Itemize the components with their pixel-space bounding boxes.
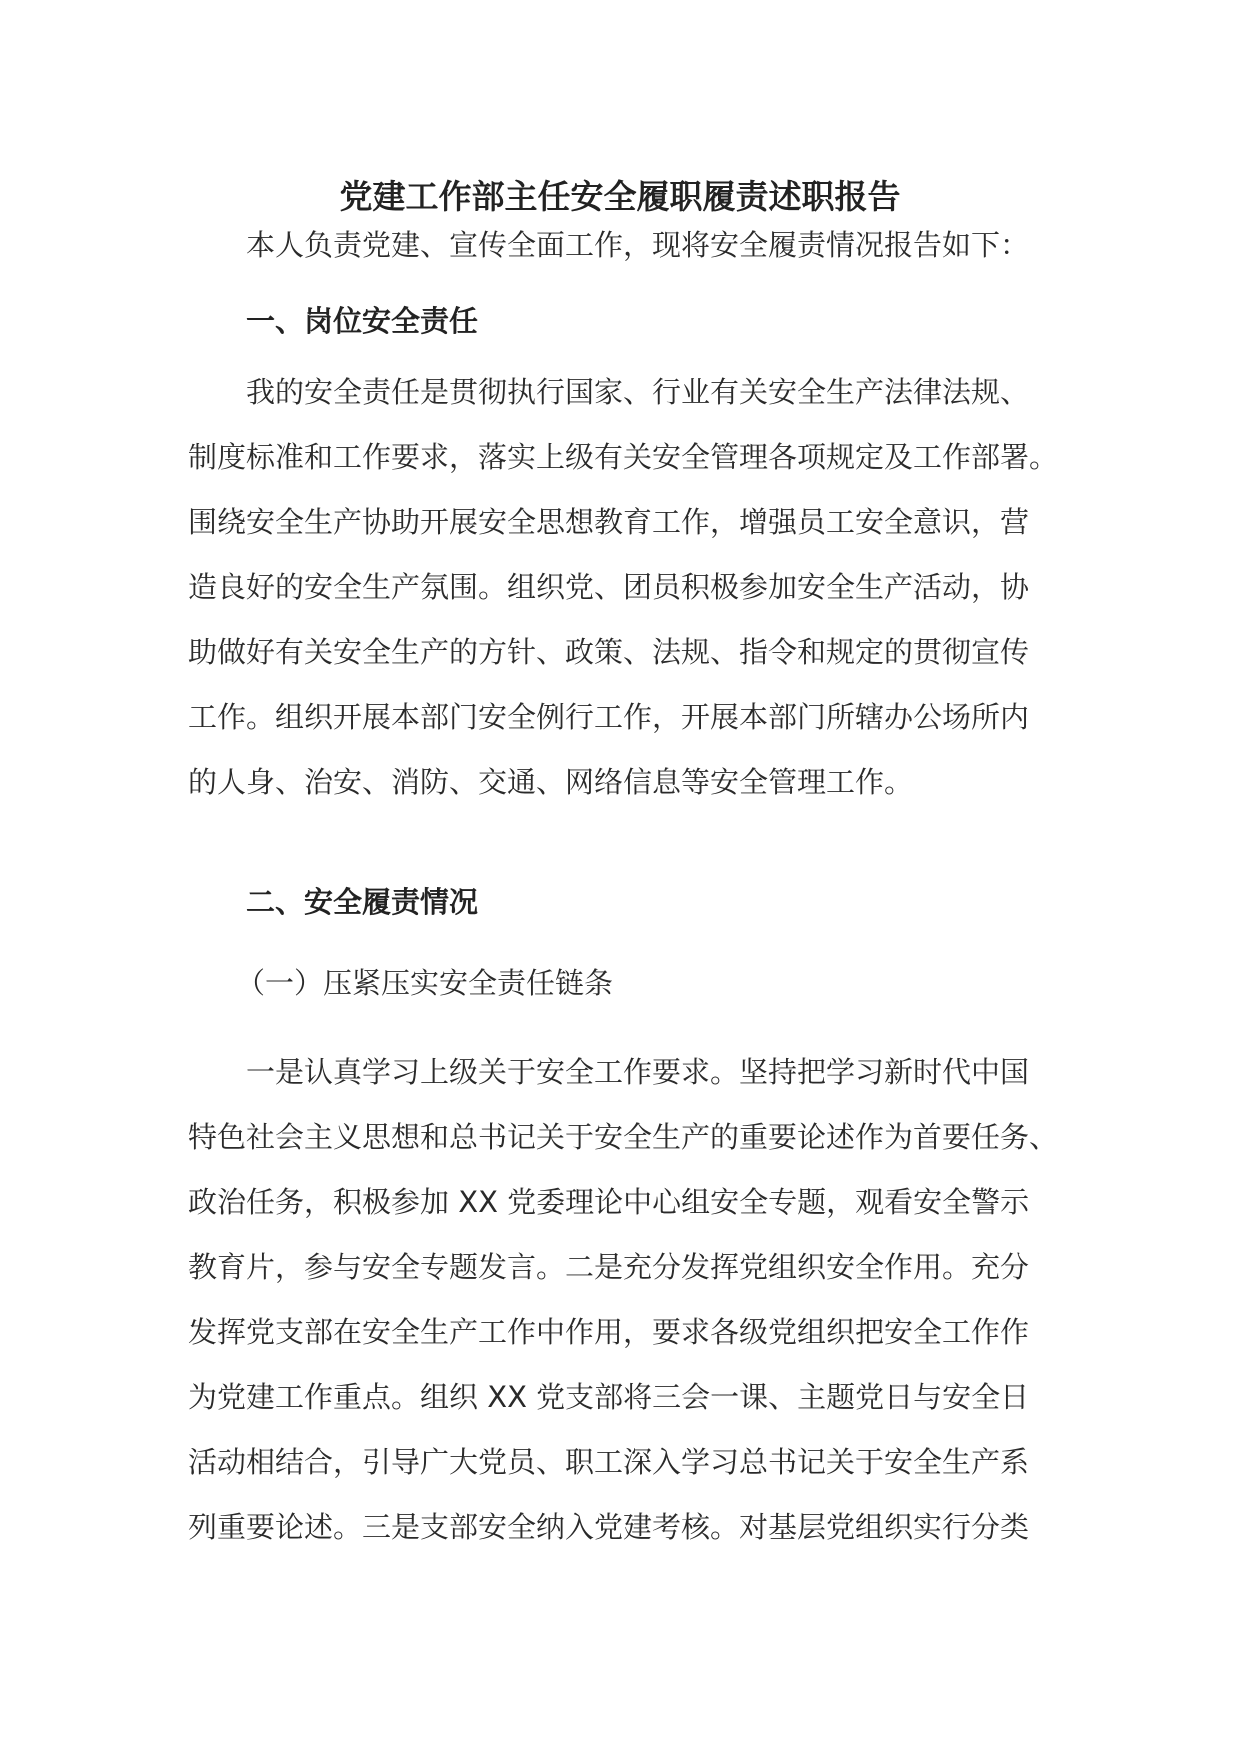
section-1-paragraph — [188, 360, 1068, 815]
paragraph-line: 造良好的安全生产氛围。组织党、团员积极参加安全生产活动，协 — [188, 570, 1030, 604]
paragraph-line: 政治任务，积极参加 XX 党委理论中心组安全专题，观看安全警示 — [188, 1185, 1030, 1219]
paragraph-line: 为党建工作重点。组织 XX 党支部将三会一课、主题党日与安全日 — [188, 1380, 1030, 1414]
intro-paragraph — [188, 213, 1068, 278]
paragraph-line: 列重要论述。三是支部安全纳入党建考核。对基层党组织实行分类 — [188, 1510, 1030, 1544]
paragraph-line: 特色社会主义思想和总书记关于安全生产的重要论述作为首要任务、 — [188, 1120, 1059, 1154]
paragraph-line: 制度标准和工作要求，落实上级有关安全管理各项规定及工作部署。 — [188, 440, 1059, 474]
paragraph-line: 工作。组织开展本部门安全例行工作，开展本部门所辖办公场所内 — [188, 700, 1030, 734]
section-2-subheading: （一）压紧压实安全责任链条 — [236, 966, 614, 1000]
section-2-paragraph — [188, 1040, 1068, 1560]
paragraph-line: 一是认真学习上级关于安全工作要求。坚持把学习新时代中国 — [246, 1055, 1030, 1089]
paragraph-line: 围绕安全生产协助开展安全思想教育工作，增强员工安全意识，营 — [188, 505, 1030, 539]
paragraph-line: 发挥党支部在安全生产工作中作用，要求各级党组织把安全工作作 — [188, 1315, 1030, 1349]
paragraph-line: 助做好有关安全生产的方针、政策、法规、指令和规定的贯彻宣传 — [188, 635, 1030, 669]
paragraph-line: 我的安全责任是贯彻执行国家、行业有关安全生产法律法规、 — [246, 375, 1030, 409]
section-2-heading: 二、安全履责情况 — [246, 885, 479, 919]
section-1-heading: 一、岗位安全责任 — [246, 304, 479, 338]
document-title: 党建工作部主任安全履职履责述职报告 — [339, 177, 901, 216]
paragraph-line: 活动相结合，引导广大党员、职工深入学习总书记关于安全生产系 — [188, 1445, 1030, 1479]
paragraph-line: 教育片，参与安全专题发言。二是充分发挥党组织安全作用。充分 — [188, 1250, 1030, 1284]
paragraph-line: 的人身、治安、消防、交通、网络信息等安全管理工作。 — [188, 765, 914, 799]
intro-line: 本人负责党建、宣传全面工作，现将安全履责情况报告如下： — [246, 228, 1030, 262]
